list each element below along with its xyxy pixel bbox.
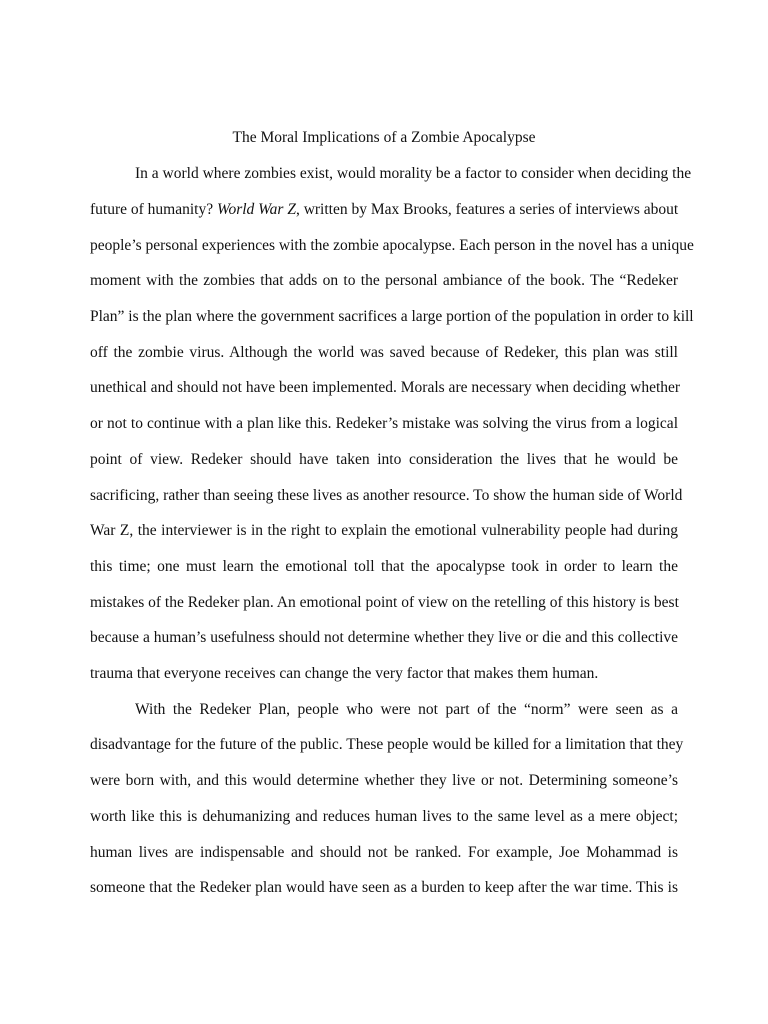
- paragraph-2-line-2: disadvantage for the future of the public. These people would be killed for a limitation that they: [90, 736, 684, 753]
- paragraph-1-line-9: point of view. Redeker should have taken into consideration the lives that he would be: [90, 451, 678, 468]
- paragraph-2-line-1: With the Redeker Plan, people who were not part of the “norm” were seen as a: [135, 701, 678, 718]
- paragraph-1-line-12: this time; one must learn the emotional toll that the apocalypse took in order to learn the: [90, 558, 678, 575]
- paragraph-1-line-3: people’s personal experiences with the zombie apocalypse. Each person in the novel has a unique: [90, 237, 694, 254]
- paragraph-2-line-3: were born with, and this would determine whether they live or not. Determining someone’s: [90, 772, 678, 789]
- paragraph-1-line-6: off the zombie virus. Although the world was saved because of Redeker, this plan was still: [90, 344, 678, 361]
- paragraph-1-line-5: Plan” is the plan where the government sacrifices a large portion of the population in order to kill: [90, 308, 694, 325]
- paragraph-1-line-10: sacrificing, rather than seeing these lives as another resource. To show the human side of World: [90, 487, 683, 504]
- paragraph-2-line-6: someone that the Redeker plan would have seen as a burden to keep after the war time. This is: [90, 879, 678, 896]
- paragraph-1-line-14: because a human’s usefulness should not determine whether they live or die and this collective: [90, 629, 678, 646]
- paragraph-1-line-11: War Z, the interviewer is in the right to explain the emotional vulnerability people had during: [90, 522, 678, 539]
- paragraph-1-line-15: trauma that everyone receives can change the very factor that makes them human.: [90, 665, 599, 682]
- paragraph-1-line-1: In a world where zombies exist, would morality be a factor to consider when deciding the: [135, 165, 692, 182]
- paragraph-1-line-13: mistakes of the Redeker plan. An emotional point of view on the retelling of this history is best: [90, 594, 679, 611]
- document-title: The Moral Implications of a Zombie Apocalypse: [232, 129, 536, 146]
- paragraph-1-line-7: unethical and should not have been implemented. Morals are necessary when deciding whether: [90, 379, 681, 396]
- text-segment: , written by Max Brooks, features a series of interviews about: [295, 201, 679, 218]
- text-segment: future of humanity?: [90, 201, 214, 218]
- paragraph-1-line-8: or not to continue with a plan like this. Redeker’s mistake was solving the virus from a logical: [90, 415, 678, 432]
- paragraph-2-line-4: worth like this is dehumanizing and reduces human lives to the same level as a mere object;: [90, 808, 678, 825]
- paragraph-1-line-4: moment with the zombies that adds on to the personal ambiance of the book. The “Redeker: [90, 272, 678, 289]
- book-title-italic: World War Z: [216, 201, 296, 218]
- paragraph-1-line-2: [90, 200, 678, 220]
- paragraph-2-line-5: human lives are indispensable and should not be ranked. For example, Joe Mohammad is: [90, 844, 678, 861]
